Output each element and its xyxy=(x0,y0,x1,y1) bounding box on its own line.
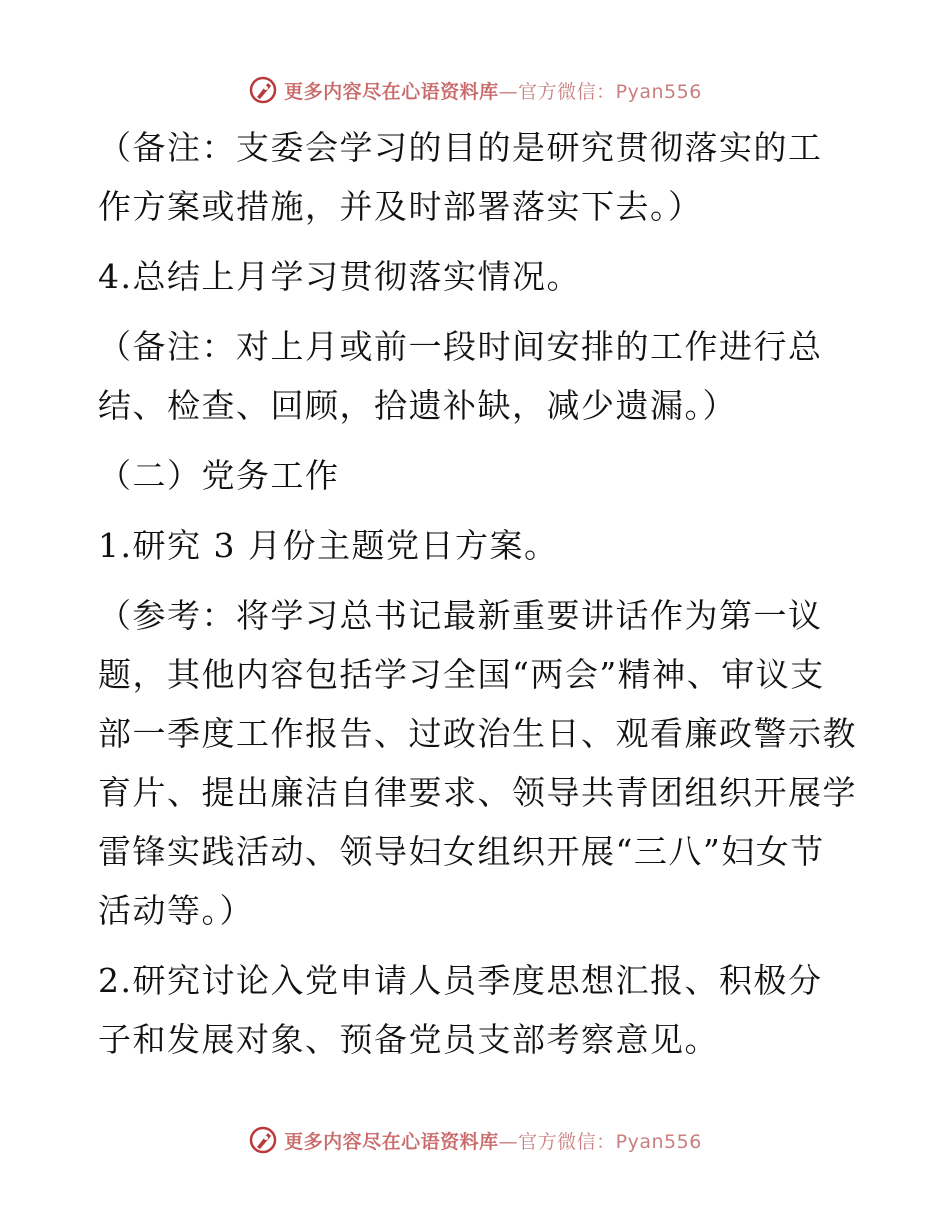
paragraph xyxy=(98,247,858,306)
text-line: 作方案或措施，并及时部署落实下去。） xyxy=(98,187,703,226)
pen-logo-icon xyxy=(248,1125,278,1155)
paragraph xyxy=(98,586,858,940)
watermark-header xyxy=(0,72,950,108)
text-line: （备注：对上月或前一段时间安排的工作进行总 xyxy=(98,327,823,366)
text-line: 2.研究讨论入党申请人员季度思想汇报、积极分 xyxy=(98,961,823,1000)
watermark-text: 更多内容尽在心语资料库—官方微信：Pyan556 xyxy=(284,1130,702,1153)
text-line: 子和发展对象、预备党员支部考察意见。 xyxy=(98,1020,719,1059)
paragraph xyxy=(98,317,858,435)
text-line: 育片、提出廉洁自律要求、领导共青团组织开展学 xyxy=(98,773,857,812)
paragraph xyxy=(98,118,858,236)
paragraph xyxy=(98,951,858,1069)
text-line: 题，其他内容包括学习全国“两会”精神、审议支 xyxy=(98,655,825,694)
paragraph xyxy=(98,516,858,575)
document-body xyxy=(98,118,858,1069)
text-line: 1.研究 3 月份主题党日方案。 xyxy=(98,526,559,565)
text-line: （备注：支委会学习的目的是研究贯彻落实的工 xyxy=(98,128,823,167)
section-heading xyxy=(98,446,858,505)
text-line: （参考：将学习总书记最新重要讲话作为第一议 xyxy=(98,596,823,635)
text-line: 活动等。） xyxy=(98,891,254,930)
text-line: 部一季度工作报告、过政治生日、观看廉政警示教 xyxy=(98,714,857,753)
pen-logo-icon xyxy=(248,75,278,105)
watermark-footer xyxy=(0,1122,950,1158)
text-line: 结、检查、回顾，拾遗补缺，减少遗漏。） xyxy=(98,386,737,425)
watermark-text: 更多内容尽在心语资料库—官方微信：Pyan556 xyxy=(284,80,702,103)
text-line: 4.总结上月学习贯彻落实情况。 xyxy=(98,257,581,296)
text-line: 雷锋实践活动、领导妇女组织开展“三八”妇女节 xyxy=(98,832,825,871)
text-line: （二）党务工作 xyxy=(98,456,340,495)
